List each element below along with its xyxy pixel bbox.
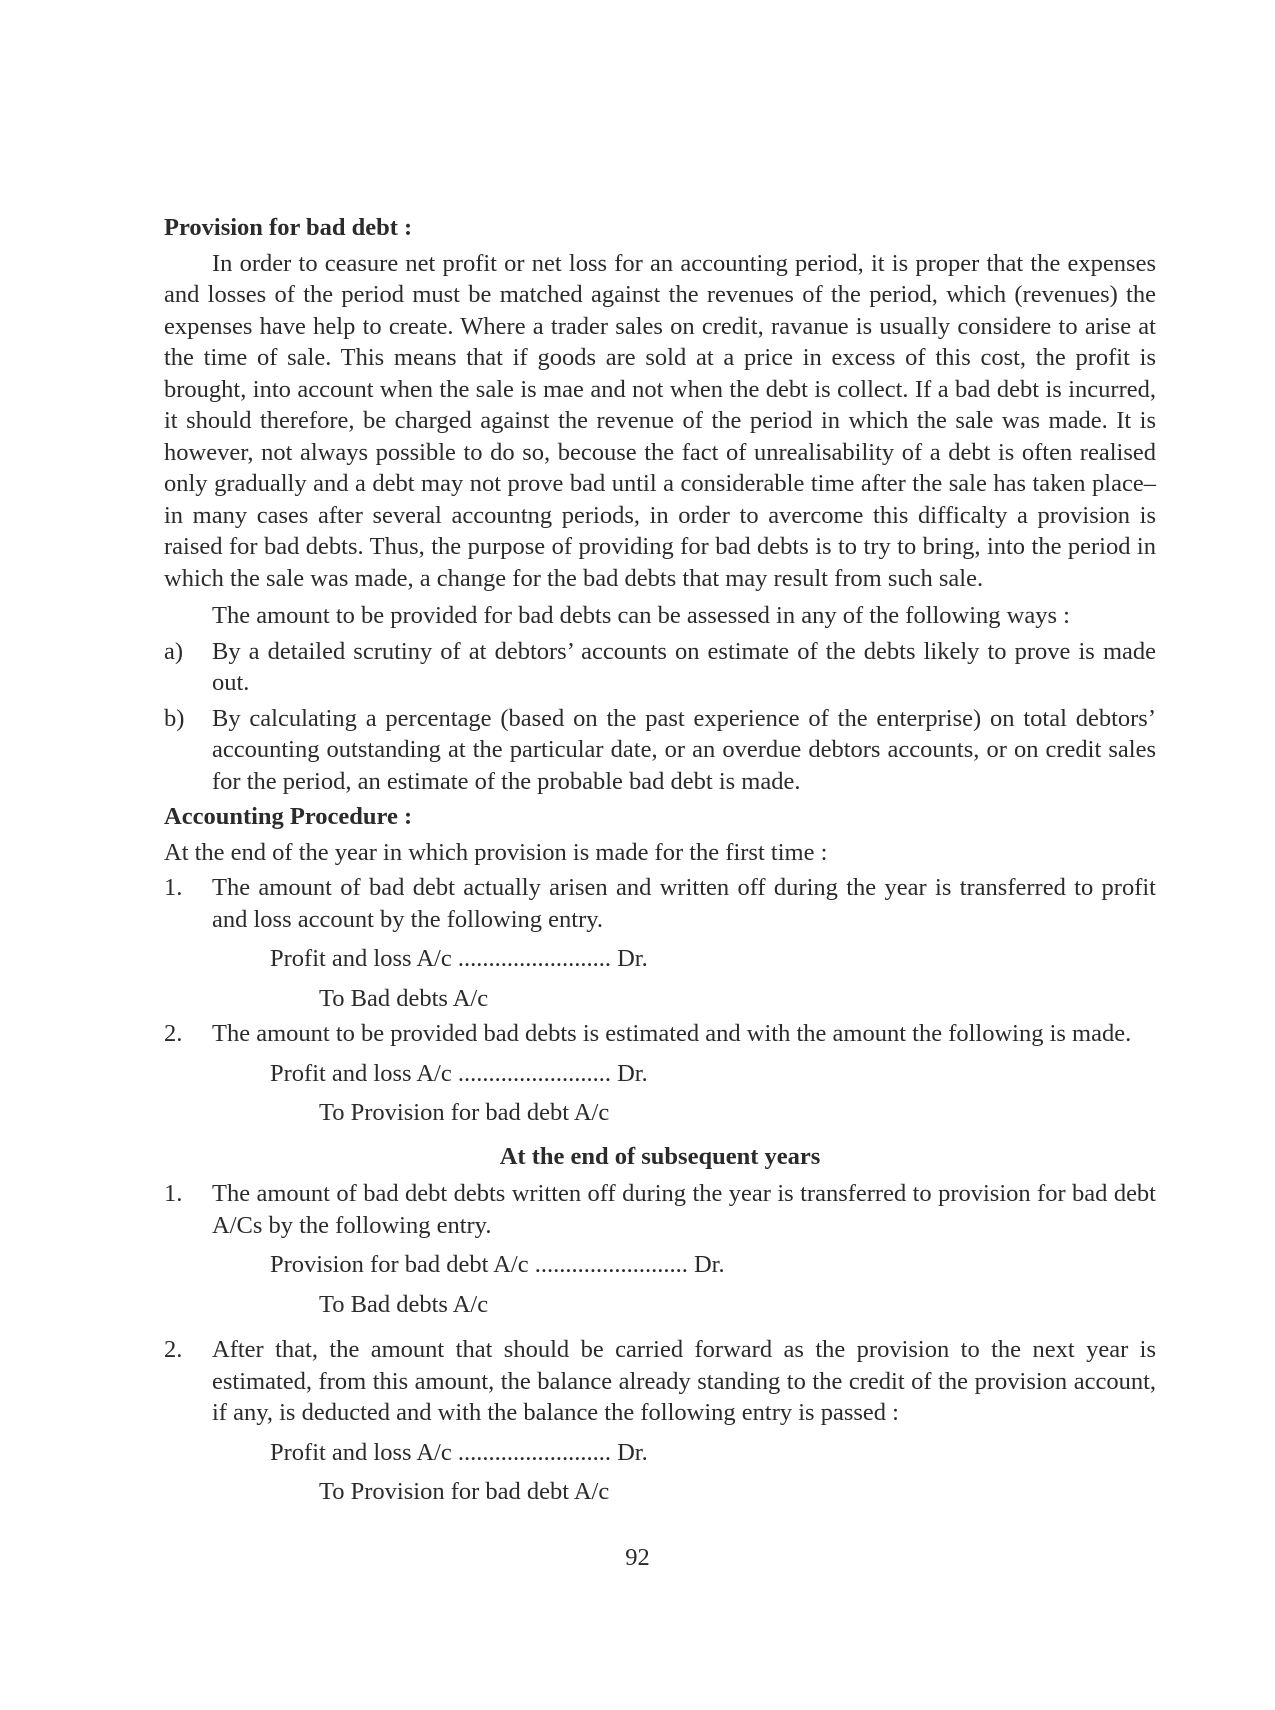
journal-entry-credit: To Bad debts A/c [319, 1290, 489, 1318]
journal-entry-credit: To Bad debts A/c [319, 984, 489, 1012]
subsequent-item-2 [164, 1334, 1156, 1429]
page-content [164, 212, 1156, 1508]
journal-entry-debit: Profit and loss A/c ......................... Dr. [270, 1438, 648, 1466]
subsequent-item-1 [164, 1178, 1156, 1241]
list-item-text: The amount of bad debt debts written off during the year is transferred to provision for bad debt A/Cs by the following entry. [212, 1180, 1156, 1239]
body-paragraph-1: In order to ceasure net profit or net loss for an accounting period, it is proper that the expenses and losses of the period must be matched against the revenues of the period, which (revenues) the expenses have help to create. Where a trader sales on credit, ravanue is usually considere to arise at the time of sale. This means that if goods are sold at a price in excess of this cost, the profit is brought, into account when the sale is mae and not when the debt is collect. If a bad debt is incurred, it should therefore, be charged against the revenue of the period in which the sale was made. It is however, not always possible to do so, becouse the fact of unrealisability of a debt is often realised only gradually and a debt may not prove bad until a considerable time after the sale has taken place– in many cases after several accountng periods, in order to avercome this difficalty a provision is raised for bad debts. Thus, the purpose of providing for bad debts is to try to bring, into the period in which the sale was made, a change for the bad debts that may result from such sale. [164, 249, 1156, 592]
journal-entry-credit: To Provision for bad debt A/c [319, 1478, 610, 1505]
procedure-item-1 [164, 872, 1156, 935]
subsequent-years-heading: At the end of subsequent years [499, 1142, 821, 1170]
list-item-text: The amount of bad debt actually arisen and written off during the year is transferred to profit and loss account by the following entry. [212, 874, 1156, 933]
section-heading-accounting-procedure: Accounting Procedure : [164, 803, 413, 830]
list-item-a [164, 636, 1156, 699]
journal-entry-debit: Profit and loss A/c ......................... Dr. [270, 945, 648, 972]
list-marker: 1. [164, 874, 183, 901]
journal-entry-credit: To Provision for bad debt A/c [319, 1099, 610, 1126]
list-item-text: By calculating a percentage (based on the past experience of the enterprise) on total debtors’ accounting outstanding at the particular date, or an overdue debtors accounts, or on credit sales for the period, an estimate of the probable bad debt is made. [212, 704, 1156, 795]
list-item-b [164, 703, 1156, 798]
list-marker: b) [164, 704, 185, 732]
body-paragraph-2: The amount to be provided for bad debts can be assessed in any of the following ways : [212, 602, 1070, 629]
list-marker: a) [164, 637, 184, 665]
list-item-text: By a detailed scrutiny of at debtors’ accounts on estimate of the debts likely to prove is made out. [212, 637, 1156, 696]
list-marker: 2. [164, 1020, 183, 1047]
list-item-text: The amount to be provided bad debts is estimated and with the amount the following is made. [212, 1020, 1132, 1047]
list-marker: 1. [164, 1180, 183, 1207]
page-number: 92 [625, 1544, 650, 1571]
list-item-text: After that, the amount that should be carried forward as the provision to the next year is estimated, from this amount, the balance already standing to the credit of the provision account, if any, is deducted and with the balance the following entry is passed : [212, 1336, 1156, 1426]
journal-entry-debit: Profit and loss A/c ......................... Dr. [270, 1059, 648, 1087]
procedure-intro: At the end of the year in which provision is made for the first time : [164, 838, 828, 866]
list-marker: 2. [164, 1336, 183, 1363]
journal-entry-debit: Provision for bad debt A/c ......................... Dr. [270, 1251, 725, 1278]
section-heading-provision: Provision for bad debt : [164, 214, 413, 241]
procedure-item-2 [164, 1018, 1156, 1050]
